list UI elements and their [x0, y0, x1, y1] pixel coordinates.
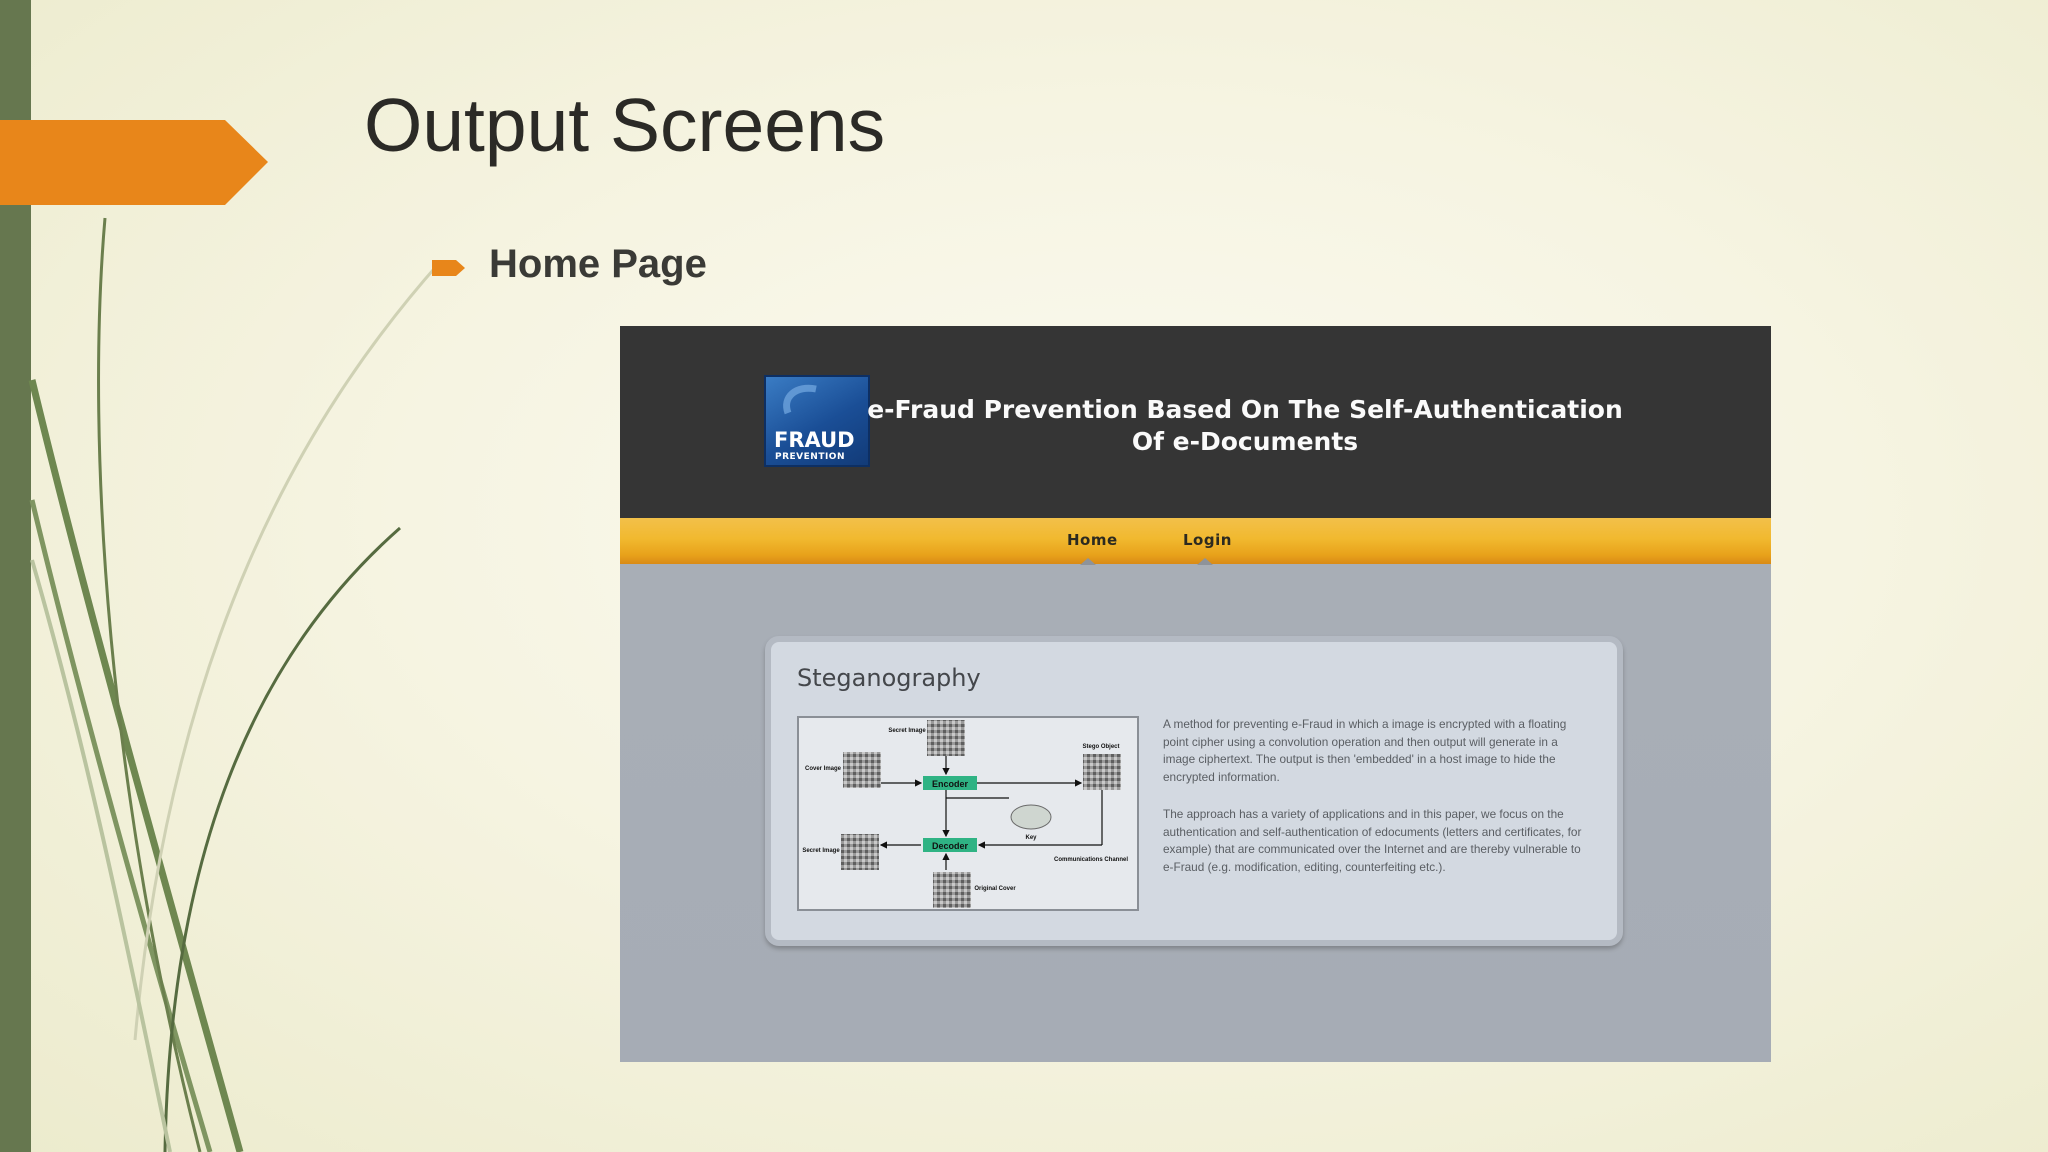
cover-image-thumb — [843, 752, 881, 788]
site-title-line2: Of e-Documents — [1131, 427, 1359, 456]
website-screenshot — [620, 326, 1771, 1062]
encoder-label: Encoder — [931, 779, 969, 789]
stego-object-label: Stego Object — [1082, 744, 1120, 750]
site-title-line1: e-Fraud Prevention Based On The Self-Authentication — [867, 395, 1623, 424]
site-title — [865, 394, 1625, 458]
secret-image-top-label: Secret Image — [888, 728, 926, 734]
diagram-canvas — [799, 718, 1137, 909]
nav-login[interactable]: Login — [1183, 531, 1232, 549]
original-cover-thumb — [933, 872, 971, 908]
steganography-diagram — [797, 716, 1139, 911]
logo-swoosh-icon — [776, 383, 826, 421]
slide-title: Output Screens — [364, 83, 886, 167]
cover-image-label: Cover Image — [804, 766, 842, 772]
title-arrow-shape — [0, 120, 268, 205]
arrow-bullet-icon — [432, 258, 466, 278]
panel-heading: Steganography — [797, 664, 981, 692]
secret-image-top-thumb — [927, 720, 965, 756]
nav-bar — [620, 518, 1771, 564]
communications-channel-label: Communications Channel — [1053, 857, 1129, 863]
key-icon — [1011, 805, 1051, 829]
nav-home[interactable]: Home — [1067, 531, 1118, 549]
decoder-label: Decoder — [931, 841, 969, 851]
logo-main-text: FRAUD — [774, 428, 855, 452]
panel-paragraph-2: The approach has a variety of applications and in this paper, we focus on the authentication and self-authentication of edocuments (letters and certificates, for example) that are communicated over the Internet and are thereby vulnerable to e-Fraud (e.g. modification, editing, counterfeiting etc.). — [1163, 807, 1582, 874]
original-cover-label: Original Cover — [974, 886, 1016, 892]
panel-paragraph-1: A method for preventing e-Fraud in which a image is encrypted with a floating point cipher using a convolution operation and then output will generate in a image ciphertext. The output is then 'embedded' in a host image to hide the encrypted information. — [1163, 717, 1567, 784]
site-header — [620, 326, 1771, 518]
secret-image-bottom-thumb — [841, 834, 879, 870]
nav-home-indicator — [1080, 558, 1096, 565]
logo-sub-text: PREVENTION — [775, 452, 845, 462]
nav-login-indicator — [1197, 558, 1213, 565]
stego-object-thumb — [1083, 754, 1121, 790]
content-panel — [765, 636, 1623, 946]
fraud-prevention-logo[interactable] — [764, 375, 870, 467]
key-label: Key — [1025, 835, 1037, 841]
bullet-home-page: Home Page — [489, 242, 707, 286]
secret-image-bottom-label: Secret Image — [802, 848, 840, 854]
